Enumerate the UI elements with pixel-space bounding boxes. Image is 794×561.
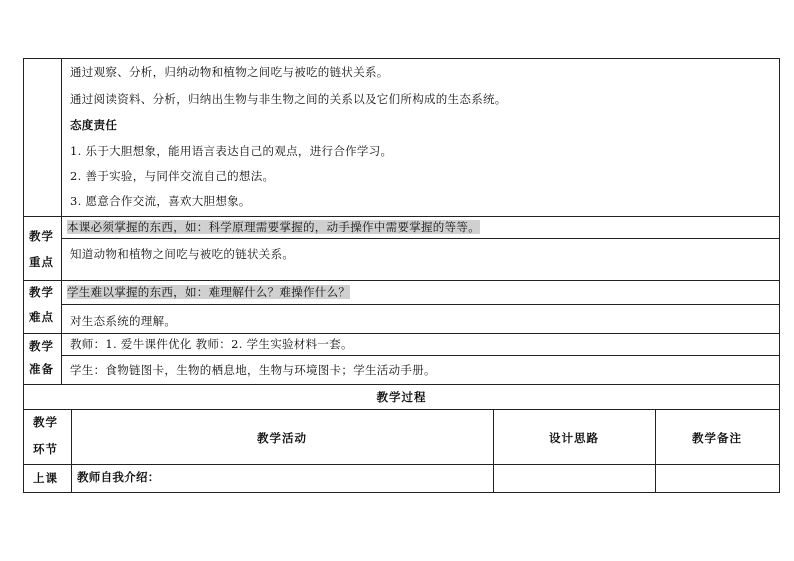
attitude-item-2: 2. 善于实验，与同伴交流自己的想法。 (70, 169, 275, 183)
key-points-content: 知道动物和植物之间吃与被吃的链状关系。 (70, 247, 295, 261)
activity-column-divider (493, 409, 494, 493)
label-column-divider (61, 58, 62, 384)
design-column-divider (655, 409, 656, 493)
preparation-label-bottom: 准备 (29, 362, 54, 376)
key-points-label-bottom: 重点 (29, 255, 54, 269)
activity-header: 教学活动 (257, 431, 307, 445)
key-points-label-top: 教学 (29, 229, 54, 243)
preparation-label-top: 教学 (29, 339, 54, 353)
first-row-stage: 上课 (33, 471, 58, 485)
notes-header: 教学备注 (692, 431, 742, 445)
top-border (23, 58, 780, 59)
preparation-teacher: 教师：1. 爱牛课件优化 教师：2. 学生实验材料一套。 (70, 337, 353, 351)
key-points-hint: 本课必须掌握的东西，如：科学原理需要掌握的，动手操作中需要掌握的等等。 (67, 220, 480, 234)
difficulties-mid-line (61, 304, 780, 305)
stage-header-top: 教学 (33, 415, 58, 429)
difficulties-top-line (23, 280, 780, 281)
process-title-top-line (23, 384, 780, 385)
bottom-border (23, 492, 780, 493)
objective-line-1: 通过观察、分析，归纳动物和植物之间吃与被吃的链状关系。 (70, 65, 389, 79)
process-title: 教学过程 (376, 390, 427, 404)
stage-column-divider (71, 409, 72, 493)
process-header-bottom-line (23, 464, 780, 465)
attitude-item-3: 3. 愿意合作交流，喜欢大胆想象。 (70, 194, 251, 208)
stage-header-bottom: 环节 (33, 442, 58, 456)
difficulties-label-top: 教学 (29, 285, 54, 299)
key-points-top-line (23, 216, 780, 217)
preparation-top-line (23, 333, 780, 334)
key-points-mid-line (61, 238, 780, 239)
attitude-heading: 态度责任 (70, 118, 118, 132)
lesson-plan-table (23, 58, 780, 493)
preparation-student: 学生：食物链图卡，生物的栖息地，生物与环境图卡；学生活动手册。 (70, 363, 436, 377)
process-header-top-line (23, 409, 780, 410)
attitude-item-1: 1. 乐于大胆想象，能用语言表达自己的观点，进行合作学习。 (70, 144, 393, 158)
preparation-mid-line (61, 355, 780, 356)
design-header: 设计思路 (549, 431, 599, 445)
right-border (779, 58, 780, 493)
left-border (23, 58, 24, 493)
difficulties-content: 对生态系统的理解。 (70, 314, 177, 328)
difficulties-hint: 学生难以掌握的东西，如：难理解什么？难操作什么？ (67, 285, 351, 299)
objective-line-2: 通过阅读资料、分析，归纳出生物与非生物之间的关系以及它们所构成的生态系统。 (70, 92, 507, 106)
first-row-activity: 教师自我介绍： (77, 470, 160, 484)
difficulties-label-bottom: 难点 (29, 310, 54, 324)
